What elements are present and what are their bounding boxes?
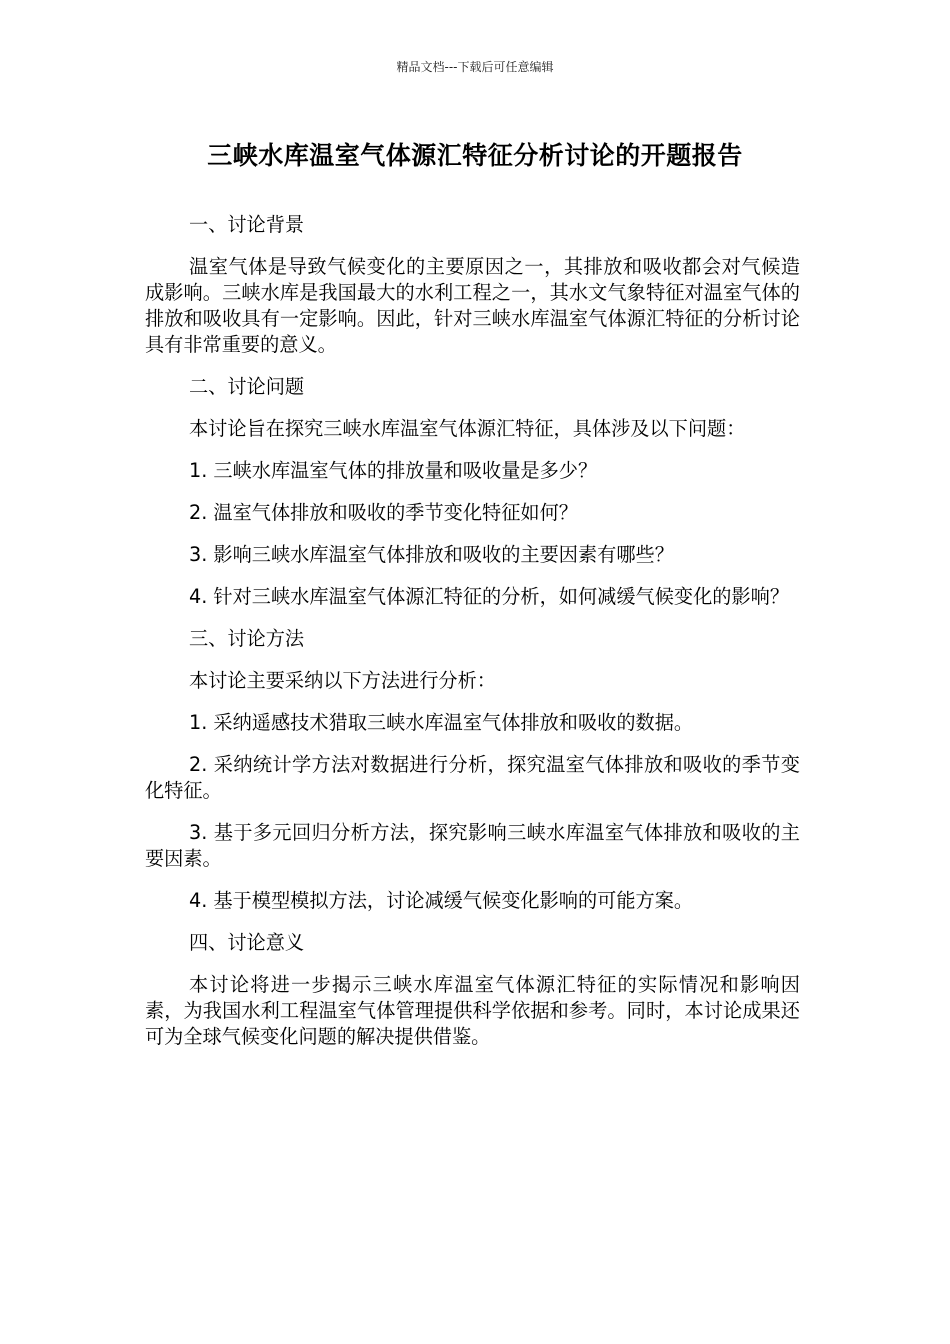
list-item-question-4: 4. 针对三峡水库温室气体源汇特征的分析，如何减缓气候变化的影响？ [189, 585, 790, 608]
document-title: 三峡水库温室气体源汇特征分析讨论的开题报告 [207, 141, 743, 170]
list-item-question-2: 2. 温室气体排放和吸收的季节变化特征如何？ [189, 501, 578, 524]
list-item-method-1: 1. 采纳遥感技术猎取三峡水库温室气体排放和吸收的数据。 [189, 711, 694, 734]
section-heading-significance: 四、讨论意义 [189, 931, 305, 954]
section-heading-background: 一、讨论背景 [189, 213, 305, 236]
page-header: 精品文档---下载后可任意编辑 [396, 60, 554, 74]
paragraph-background: 温室气体是导致气候变化的主要原因之一，其排放和吸收都会对气候造成影响。三峡水库是我国最大的水利工程之一，其水文气象特征对温室气体的排放和吸收具有一定影响。因此，针对三峡水库温室气体源汇特征的分析讨论具有非常重要的意义。 [145, 255, 800, 356]
list-item-method-3: 3. 基于多元回归分析方法，探究影响三峡水库温室气体排放和吸收的主要因素。 [145, 821, 800, 870]
list-item-method-2: 2. 采纳统计学方法对数据进行分析，探究温室气体排放和吸收的季节变化特征。 [145, 753, 800, 802]
paragraph-questions-intro: 本讨论旨在探究三峡水库温室气体源汇特征，具体涉及以下问题： [189, 417, 746, 440]
paragraph-significance: 本讨论将进一步揭示三峡水库温室气体源汇特征的实际情况和影响因素，为我国水利工程温室气体管理提供科学依据和参考。同时，本讨论成果还可为全球气候变化问题的解决提供借鉴。 [145, 973, 800, 1048]
list-item-method-4: 4. 基于模型模拟方法，讨论减缓气候变化影响的可能方案。 [189, 889, 694, 912]
section-heading-questions: 二、讨论问题 [189, 375, 305, 398]
list-item-question-3: 3. 影响三峡水库温室气体排放和吸收的主要因素有哪些？ [189, 543, 674, 566]
paragraph-methods-intro: 本讨论主要采纳以下方法进行分析： [189, 669, 496, 692]
document-body [145, 212, 800, 1066]
section-heading-methods: 三、讨论方法 [189, 627, 305, 650]
list-item-question-1: 1. 三峡水库温室气体的排放量和吸收量是多少？ [189, 459, 598, 482]
